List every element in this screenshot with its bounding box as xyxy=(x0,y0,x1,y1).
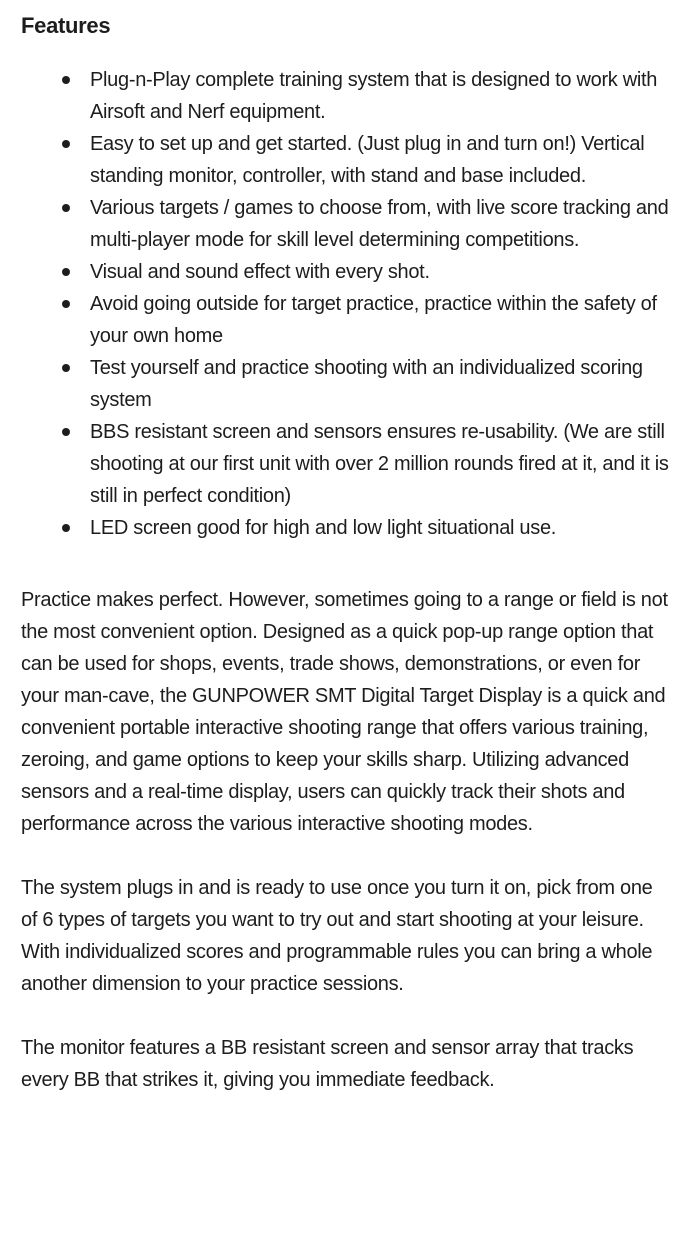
bullet-icon xyxy=(62,268,70,276)
feature-item-text: Various targets / games to choose from, with live score tracking and multi-player mode for skill level determining competitions. xyxy=(90,197,669,251)
feature-item xyxy=(90,192,670,256)
feature-item-text: Test yourself and practice shooting with an individualized scoring system xyxy=(90,357,643,411)
feature-item xyxy=(90,128,670,192)
bullet-icon xyxy=(62,76,70,84)
feature-item xyxy=(90,256,670,288)
features-list xyxy=(21,64,670,544)
feature-item xyxy=(90,288,670,352)
description-paragraph-2: The system plugs in and is ready to use once you turn it on, pick from one of 6 types of targets you want to try out and start shooting at your leisure. With individualized scores and programmable rules you can bring a whole another dimension to your practice sessions. xyxy=(21,877,653,995)
feature-item-text: Plug-n-Play complete training system that is designed to work with Airsoft and Nerf equipment. xyxy=(90,69,658,123)
bullet-icon xyxy=(62,300,70,308)
bullet-icon xyxy=(62,524,70,532)
description-paragraph-3: The monitor features a BB resistant screen and sensor array that tracks every BB that strikes it, giving you immediate feedback. xyxy=(21,1037,634,1091)
feature-item xyxy=(90,512,670,544)
features-heading: Features xyxy=(21,13,111,38)
feature-item-text: LED screen good for high and low light situational use. xyxy=(90,517,557,539)
feature-item-text: Avoid going outside for target practice, practice within the safety of your own home xyxy=(90,293,657,347)
bullet-icon xyxy=(62,364,70,372)
bullet-icon xyxy=(62,428,70,436)
description-paragraph-1: Practice makes perfect. However, sometimes going to a range or field is not the most convenient option. Designed as a quick pop-up range option that can be used for shops, events, trade shows, demonstrations, or even for your man-cave, the GUNPOWER SMT Digital Target Display is a quick and convenient portable interactive shooting range that offers various training, zeroing, and game options to keep your skills sharp. Utilizing advanced sensors and a real-time display, users can quickly track their shots and performance across the various interactive shooting modes. xyxy=(21,589,668,835)
bullet-icon xyxy=(62,204,70,212)
bullet-icon xyxy=(62,140,70,148)
feature-item xyxy=(90,352,670,416)
feature-item xyxy=(90,64,670,128)
feature-item-text: Visual and sound effect with every shot. xyxy=(90,261,430,283)
feature-item xyxy=(90,416,670,512)
feature-item-text: BBS resistant screen and sensors ensures re-usability. (We are still shooting at our first unit with over 2 million rounds fired at it, and it is still in perfect condition) xyxy=(90,421,669,507)
feature-item-text: Easy to set up and get started. (Just plug in and turn on!) Vertical standing monitor, controller, with stand and base included. xyxy=(90,133,645,187)
